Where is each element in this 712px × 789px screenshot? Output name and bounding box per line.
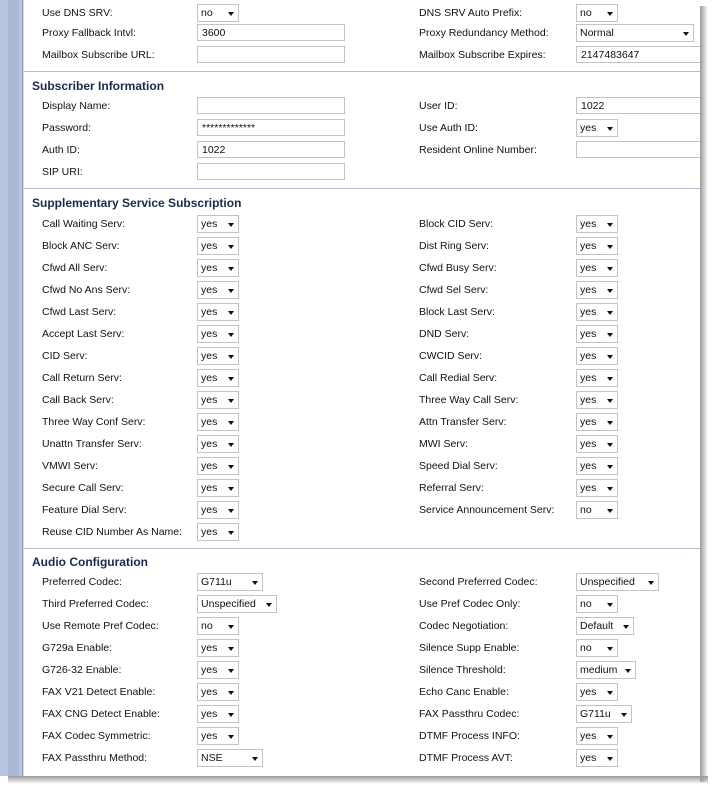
- dns-srv-auto-prefix-select[interactable]: no: [576, 4, 618, 22]
- chevron-down-icon: [228, 487, 234, 491]
- field-label: Resident Online Number:: [419, 144, 537, 156]
- chevron-down-icon: [228, 647, 234, 651]
- use-remote-pref-codec-select[interactable]: no: [197, 617, 239, 635]
- chevron-down-icon: [607, 487, 613, 491]
- field-label: FAX Passthru Method:: [42, 752, 148, 764]
- mailbox-subscribe-expires-input[interactable]: 2147483647: [576, 46, 700, 63]
- proxy-redundancy-method-select[interactable]: Normal: [576, 24, 694, 42]
- dtmf-process-info-select[interactable]: yes: [576, 727, 618, 745]
- use-pref-codec-only-select[interactable]: no: [576, 595, 618, 613]
- section-divider: [24, 188, 700, 189]
- chevron-down-icon: [228, 399, 234, 403]
- row-audio: [24, 639, 700, 659]
- mwi-serv-select[interactable]: yes: [576, 435, 618, 453]
- field-label: CID Serv:: [42, 350, 88, 362]
- field-label: Silence Threshold:: [419, 664, 506, 676]
- unattn-transfer-serv-select[interactable]: yes: [197, 435, 239, 453]
- row-use-dns-srv: [24, 4, 700, 24]
- field-label: Proxy Fallback Intvl:: [42, 27, 136, 39]
- chevron-down-icon: [228, 625, 234, 629]
- mailbox-subscribe-url-input[interactable]: [197, 46, 345, 63]
- field-label: DTMF Process INFO:: [419, 730, 520, 742]
- cwcid-serv-select[interactable]: yes: [576, 347, 618, 365]
- password-input[interactable]: *************: [197, 119, 345, 136]
- section-divider: [24, 71, 700, 72]
- row-supp: [24, 413, 700, 433]
- cfwd-sel-serv-select[interactable]: yes: [576, 281, 618, 299]
- chevron-down-icon: [228, 531, 234, 535]
- referral-serv-select[interactable]: yes: [576, 479, 618, 497]
- field-label: Service Announcement Serv:: [419, 504, 555, 516]
- user-id-input[interactable]: 1022: [576, 97, 700, 114]
- field-label: Echo Canc Enable:: [419, 686, 509, 698]
- row-audio: [24, 683, 700, 703]
- chevron-down-icon: [228, 377, 234, 381]
- row-supp: [24, 501, 700, 521]
- preferred-codec-select[interactable]: G711u: [197, 573, 263, 591]
- field-label: Use DNS SRV:: [42, 7, 113, 19]
- fax-passthru-codec-select[interactable]: G711u: [576, 705, 632, 723]
- vmwi-serv-select[interactable]: yes: [197, 457, 239, 475]
- field-label: DND Serv:: [419, 328, 470, 340]
- row-supp: [24, 457, 700, 477]
- chevron-down-icon: [228, 669, 234, 673]
- row-audio: [24, 749, 700, 769]
- section-divider: [24, 548, 700, 549]
- speed-dial-serv-select[interactable]: yes: [576, 457, 618, 475]
- field-label: Three Way Call Serv:: [419, 394, 519, 406]
- silence-threshold-select[interactable]: medium: [576, 661, 636, 679]
- field-label: FAX V21 Detect Enable:: [42, 686, 156, 698]
- chevron-down-icon: [228, 311, 234, 315]
- chevron-down-icon: [228, 223, 234, 227]
- row-supp: [24, 325, 700, 345]
- attn-transfer-serv-select[interactable]: yes: [576, 413, 618, 431]
- row-supp: [24, 281, 700, 301]
- sip-uri-input[interactable]: [197, 163, 345, 180]
- row-audio: [24, 617, 700, 637]
- field-label: Password:: [42, 122, 92, 134]
- fax-passthru-method-select[interactable]: NSE: [197, 749, 263, 767]
- chevron-down-icon: [607, 377, 613, 381]
- block-cid-serv-select[interactable]: yes: [576, 215, 618, 233]
- field-label: Silence Supp Enable:: [419, 642, 520, 654]
- fax-codec-symmetric-select[interactable]: yes: [197, 727, 239, 745]
- row-supp: [24, 435, 700, 455]
- field-label: Call Back Serv:: [42, 394, 114, 406]
- codec-negotiation-select[interactable]: Default: [576, 617, 634, 635]
- chevron-down-icon: [607, 399, 613, 403]
- field-label: Feature Dial Serv:: [42, 504, 127, 516]
- field-label: Secure Call Serv:: [42, 482, 124, 494]
- field-label: Block ANC Serv:: [42, 240, 120, 252]
- field-label: CWCID Serv:: [419, 350, 482, 362]
- field-label: FAX Codec Symmetric:: [42, 730, 151, 742]
- row-display-name: [24, 97, 700, 117]
- call-waiting-serv-select[interactable]: yes: [197, 215, 239, 233]
- echo-canc-enable-select[interactable]: yes: [576, 683, 618, 701]
- chevron-down-icon: [228, 333, 234, 337]
- row-supp: [24, 391, 700, 411]
- display-name-input[interactable]: [197, 97, 345, 114]
- proxy-fallback-intvl-input[interactable]: 3600: [197, 24, 345, 41]
- chevron-down-icon: [228, 267, 234, 271]
- field-label: Codec Negotiation:: [419, 620, 509, 632]
- field-label: DTMF Process AVT:: [419, 752, 513, 764]
- chevron-down-icon: [228, 465, 234, 469]
- g729a-enable-select[interactable]: yes: [197, 639, 239, 657]
- chevron-down-icon: [252, 581, 258, 585]
- field-label: FAX Passthru Codec:: [419, 708, 520, 720]
- section-title-supplementary: Supplementary Service Subscription: [32, 196, 242, 210]
- field-label: Second Preferred Codec:: [419, 576, 538, 588]
- row-supp: [24, 369, 700, 389]
- chevron-down-icon: [266, 603, 272, 607]
- chevron-down-icon: [607, 735, 613, 739]
- field-label: G726-32 Enable:: [42, 664, 122, 676]
- chevron-down-icon: [623, 625, 629, 629]
- field-label: Mailbox Subscribe URL:: [42, 49, 155, 61]
- row-auth-id: [24, 141, 700, 161]
- field-label: Call Return Serv:: [42, 372, 122, 384]
- field-label: Third Preferred Codec:: [42, 598, 149, 610]
- field-label: Cfwd Busy Serv:: [419, 262, 497, 274]
- chevron-down-icon: [648, 581, 654, 585]
- field-label: Three Way Conf Serv:: [42, 416, 146, 428]
- service-announcement-serv-select[interactable]: no: [576, 501, 618, 519]
- field-label: Use Pref Codec Only:: [419, 598, 521, 610]
- field-label: Speed Dial Serv:: [419, 460, 498, 472]
- fax-cng-detect-enable-select[interactable]: yes: [197, 705, 239, 723]
- chevron-down-icon: [228, 443, 234, 447]
- chevron-down-icon: [683, 32, 689, 36]
- call-redial-serv-select[interactable]: yes: [576, 369, 618, 387]
- chevron-down-icon: [607, 289, 613, 293]
- field-label: Preferred Codec:: [42, 576, 122, 588]
- second-preferred-codec-select[interactable]: Unspecified: [576, 573, 659, 591]
- chevron-down-icon: [607, 421, 613, 425]
- chevron-down-icon: [228, 735, 234, 739]
- resident-online-number-input[interactable]: [576, 141, 700, 158]
- form-content: [24, 0, 700, 776]
- chevron-down-icon: [228, 713, 234, 717]
- row-supp: [24, 303, 700, 323]
- chevron-down-icon: [625, 669, 631, 673]
- field-label: Cfwd No Ans Serv:: [42, 284, 131, 296]
- field-label: SIP URI:: [42, 166, 83, 178]
- field-label: User ID:: [419, 100, 458, 112]
- field-label: DNS SRV Auto Prefix:: [419, 7, 523, 19]
- field-label: Mailbox Subscribe Expires:: [419, 49, 546, 61]
- row-audio: [24, 661, 700, 681]
- reuse-cid-number-as-name-select[interactable]: yes: [197, 523, 239, 541]
- chevron-down-icon: [228, 421, 234, 425]
- chevron-down-icon: [228, 355, 234, 359]
- row-audio: [24, 705, 700, 725]
- field-label: Auth ID:: [42, 144, 80, 156]
- field-label: Cfwd Sel Serv:: [419, 284, 489, 296]
- chevron-down-icon: [228, 245, 234, 249]
- field-label: Block Last Serv:: [419, 306, 495, 318]
- field-label: Call Redial Serv:: [419, 372, 498, 384]
- field-label: Attn Transfer Serv:: [419, 416, 507, 428]
- field-label: Unattn Transfer Serv:: [42, 438, 142, 450]
- cfwd-busy-serv-select[interactable]: yes: [576, 259, 618, 277]
- row-supp: [24, 479, 700, 499]
- field-label: G729a Enable:: [42, 642, 113, 654]
- fax-v21-detect-enable-select[interactable]: yes: [197, 683, 239, 701]
- silence-supp-enable-select[interactable]: no: [576, 639, 618, 657]
- three-way-call-serv-select[interactable]: yes: [576, 391, 618, 409]
- chevron-down-icon: [607, 691, 613, 695]
- row-audio: [24, 595, 700, 615]
- row-audio: [24, 573, 700, 593]
- field-label: VMWI Serv:: [42, 460, 99, 472]
- dtmf-process-avt-select[interactable]: yes: [576, 749, 618, 767]
- field-label: Referral Serv:: [419, 482, 484, 494]
- chevron-down-icon: [607, 647, 613, 651]
- chevron-down-icon: [228, 12, 234, 16]
- field-label: Reuse CID Number As Name:: [42, 526, 183, 538]
- chevron-down-icon: [607, 509, 613, 513]
- left-sidebar-strip: [0, 0, 23, 776]
- chevron-down-icon: [607, 12, 613, 16]
- field-label: Display Name:: [42, 100, 111, 112]
- use-dns-srv-select[interactable]: no: [197, 4, 239, 22]
- cfwd-all-serv-select[interactable]: yes: [197, 259, 239, 277]
- dnd-serv-select[interactable]: yes: [576, 325, 618, 343]
- field-label: Use Auth ID:: [419, 122, 478, 134]
- row-sip-uri: [24, 163, 700, 183]
- section-title-subscriber: Subscriber Information: [32, 79, 165, 93]
- row-audio: [24, 727, 700, 747]
- chevron-down-icon: [228, 289, 234, 293]
- chevron-down-icon: [607, 267, 613, 271]
- chevron-down-icon: [252, 757, 258, 761]
- field-label: Use Remote Pref Codec:: [42, 620, 159, 632]
- chevron-down-icon: [607, 245, 613, 249]
- chevron-down-icon: [607, 757, 613, 761]
- field-label: Call Waiting Serv:: [42, 218, 126, 230]
- row-password: [24, 119, 700, 139]
- use-auth-id-select[interactable]: yes: [576, 119, 618, 137]
- chevron-down-icon: [228, 691, 234, 695]
- row-supp: [24, 237, 700, 257]
- field-label: FAX CNG Detect Enable:: [42, 708, 160, 720]
- block-last-serv-select[interactable]: yes: [576, 303, 618, 321]
- row-supp: [24, 523, 700, 543]
- call-back-serv-select[interactable]: yes: [197, 391, 239, 409]
- row-supp: [24, 215, 700, 235]
- chevron-down-icon: [607, 311, 613, 315]
- cfwd-last-serv-select[interactable]: yes: [197, 303, 239, 321]
- chevron-down-icon: [607, 127, 613, 131]
- chevron-down-icon: [607, 355, 613, 359]
- chevron-down-icon: [228, 509, 234, 513]
- chevron-down-icon: [621, 713, 627, 717]
- field-label: Proxy Redundancy Method:: [419, 27, 549, 39]
- feature-dial-serv-select[interactable]: yes: [197, 501, 239, 519]
- dist-ring-serv-select[interactable]: yes: [576, 237, 618, 255]
- chevron-down-icon: [607, 443, 613, 447]
- chevron-down-icon: [607, 223, 613, 227]
- chevron-down-icon: [607, 333, 613, 337]
- section-title-audio: Audio Configuration: [32, 555, 148, 569]
- field-label: MWI Serv:: [419, 438, 468, 450]
- row-supp: [24, 259, 700, 279]
- field-label: Block CID Serv:: [419, 218, 494, 230]
- block-anc-serv-select[interactable]: yes: [197, 237, 239, 255]
- chevron-down-icon: [607, 603, 613, 607]
- row-mailbox: [24, 46, 700, 66]
- accept-last-serv-select[interactable]: yes: [197, 325, 239, 343]
- field-label: Cfwd All Serv:: [42, 262, 108, 274]
- field-label: Cfwd Last Serv:: [42, 306, 117, 318]
- cfwd-no-ans-serv-select[interactable]: yes: [197, 281, 239, 299]
- field-label: Dist Ring Serv:: [419, 240, 490, 252]
- call-return-serv-select[interactable]: yes: [197, 369, 239, 387]
- row-supp: [24, 347, 700, 367]
- chevron-down-icon: [607, 465, 613, 469]
- third-preferred-codec-select[interactable]: Unspecified: [197, 595, 277, 613]
- cid-serv-select[interactable]: yes: [197, 347, 239, 365]
- field-label: Accept Last Serv:: [42, 328, 125, 340]
- secure-call-serv-select[interactable]: yes: [197, 479, 239, 497]
- three-way-conf-serv-select[interactable]: yes: [197, 413, 239, 431]
- g726-32-enable-select[interactable]: yes: [197, 661, 239, 679]
- row-proxy-fallback: [24, 24, 700, 44]
- auth-id-input[interactable]: 1022: [197, 141, 345, 158]
